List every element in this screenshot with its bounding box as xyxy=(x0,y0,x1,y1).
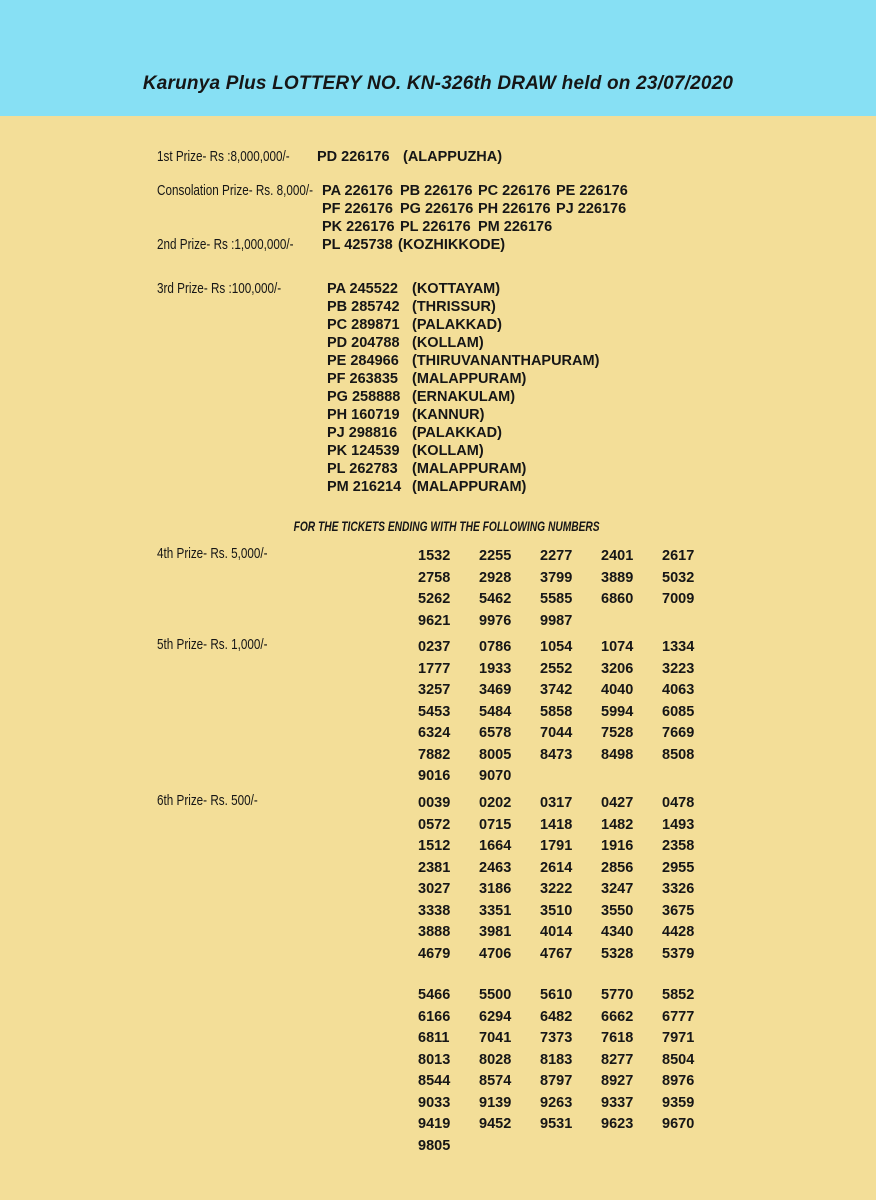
ending-number: 1054 xyxy=(540,639,573,655)
third-prize-location: (THRISSUR) xyxy=(412,299,496,315)
ending-number: 9805 xyxy=(418,1137,451,1154)
ending-number: 8013 xyxy=(418,1051,451,1068)
consolation-prize-label xyxy=(157,182,322,200)
ending-number: 2358 xyxy=(662,838,695,854)
number-row xyxy=(418,1135,723,1157)
number-row xyxy=(418,701,723,723)
ending-number: 0039 xyxy=(418,795,451,811)
third-prize-location: (MALAPPURAM) xyxy=(412,479,527,495)
ending-number: 3510 xyxy=(540,902,573,919)
third-prize-location: (PALAKKAD) xyxy=(412,425,502,441)
ending-number: 4340 xyxy=(601,924,634,940)
number-row xyxy=(418,679,723,701)
ending-number: 7009 xyxy=(662,591,695,607)
ending-number: 8183 xyxy=(540,1051,573,1068)
ending-number: 1664 xyxy=(479,838,512,854)
third-prize-ticket: PB 285742 xyxy=(327,299,400,315)
third-prize-winner xyxy=(327,424,599,442)
third-prize-winner xyxy=(327,298,599,316)
consolation-ticket: PG 226176 xyxy=(400,201,474,217)
ending-number: 5770 xyxy=(601,987,634,1003)
ending-number: 7971 xyxy=(662,1030,695,1046)
ending-number: 8797 xyxy=(540,1073,573,1089)
third-prize-location: (KANNUR) xyxy=(412,407,485,423)
number-row xyxy=(418,1092,723,1114)
ending-number: 8504 xyxy=(662,1051,695,1068)
third-prize-ticket: PJ 298816 xyxy=(327,425,398,441)
third-prize-ticket: PG 258888 xyxy=(327,389,401,405)
second-prize-label-text: 2nd Prize- Rs :1,000,000/- xyxy=(157,236,294,253)
number-row xyxy=(418,1006,723,1028)
third-prize-winner xyxy=(327,334,599,352)
ending-number: 3889 xyxy=(601,569,634,586)
ending-note xyxy=(157,518,737,534)
ending-number: 2277 xyxy=(540,548,573,564)
ending-number: 2255 xyxy=(479,548,512,564)
third-prize-winner xyxy=(327,316,599,334)
ending-number: 0237 xyxy=(418,639,451,655)
third-prize-winner xyxy=(327,406,599,424)
ending-number: 7882 xyxy=(418,746,451,763)
number-row xyxy=(418,835,723,857)
third-prize-location: (ERNAKULAM) xyxy=(412,389,516,405)
third-prize-winner-list xyxy=(327,280,599,496)
ending-number: 5453 xyxy=(418,703,451,720)
ending-number: 3206 xyxy=(601,660,634,677)
ending-number: 5484 xyxy=(479,703,512,720)
ending-number: 1074 xyxy=(601,639,634,655)
header-band xyxy=(0,0,876,116)
ending-number: 2381 xyxy=(418,859,451,876)
ending-number: 3186 xyxy=(479,881,512,897)
third-prize-ticket: PE 284966 xyxy=(327,353,399,369)
ending-prize-sections xyxy=(157,545,876,1156)
ending-number: 6294 xyxy=(479,1008,512,1025)
ending-number: 4040 xyxy=(601,682,634,698)
ending-number: 9976 xyxy=(479,612,512,629)
ending-number: 3326 xyxy=(662,881,695,897)
ending-number: 8277 xyxy=(601,1051,634,1068)
ending-number: 3799 xyxy=(540,569,573,586)
ending-number: 6662 xyxy=(601,1008,634,1025)
ending-number: 8005 xyxy=(479,746,512,763)
ending-number: 0202 xyxy=(479,795,512,811)
number-row xyxy=(418,567,723,589)
number-row xyxy=(418,900,723,922)
ending-number: 9263 xyxy=(540,1094,573,1111)
ending-number: 9452 xyxy=(479,1116,512,1132)
third-prize-ticket: PA 245522 xyxy=(327,281,398,297)
ending-number: 5858 xyxy=(540,703,573,720)
ending-number: 9016 xyxy=(418,768,451,784)
number-row xyxy=(418,792,723,814)
fifth-prize-numbers xyxy=(418,636,723,787)
ending-number: 9670 xyxy=(662,1116,695,1132)
ending-number: 5328 xyxy=(601,945,634,962)
ending-number: 9139 xyxy=(479,1094,512,1111)
ending-number: 1933 xyxy=(479,660,512,677)
ending-number: 5262 xyxy=(418,591,451,607)
number-row xyxy=(418,610,723,632)
number-row xyxy=(418,545,723,567)
ending-number: 1512 xyxy=(418,838,451,854)
sixth-prize-number-block-1 xyxy=(418,792,723,964)
number-row xyxy=(418,857,723,879)
ending-number: 8544 xyxy=(418,1073,451,1089)
number-row xyxy=(418,1049,723,1071)
ending-number: 6166 xyxy=(418,1008,451,1025)
number-row xyxy=(418,1113,723,1135)
ending-number: 9623 xyxy=(601,1116,634,1132)
ending-number: 3338 xyxy=(418,902,451,919)
ending-number: 3675 xyxy=(662,902,695,919)
third-prize-location: (THIRUVANANTHAPURAM) xyxy=(412,353,600,369)
consolation-ticket: PH 226176 xyxy=(478,201,551,217)
third-prize-winner xyxy=(327,460,599,478)
ending-number: 7669 xyxy=(662,725,695,741)
third-prize-winner xyxy=(327,442,599,460)
consolation-ticket: PM 226176 xyxy=(478,219,553,235)
third-prize-label-text: 3rd Prize- Rs :100,000/- xyxy=(157,280,282,297)
number-row xyxy=(418,921,723,943)
consolation-ticket: PE 226176 xyxy=(556,183,628,199)
fourth-prize-number-block-1 xyxy=(418,545,723,631)
ending-number: 8028 xyxy=(479,1051,512,1068)
third-prize-label xyxy=(157,280,327,298)
ending-number: 1493 xyxy=(662,816,695,833)
ending-number: 0427 xyxy=(601,795,634,811)
consolation-row xyxy=(322,200,634,218)
consolation-ticket: PC 226176 xyxy=(478,183,551,199)
third-prize-ticket: PM 216214 xyxy=(327,479,402,495)
ending-number: 8498 xyxy=(601,746,634,763)
second-prize-ticket: PL 425738 xyxy=(322,237,393,253)
number-row xyxy=(418,588,723,610)
third-prize-ticket: PF 263835 xyxy=(327,371,398,387)
ending-number: 3222 xyxy=(540,881,573,897)
number-row xyxy=(418,636,723,658)
ending-number: 1777 xyxy=(418,660,451,677)
ending-number: 0478 xyxy=(662,795,695,811)
ending-number: 3223 xyxy=(662,660,695,677)
number-row xyxy=(418,658,723,680)
third-prize-winner xyxy=(327,280,599,298)
ending-number: 4428 xyxy=(662,924,695,940)
ending-number: 3257 xyxy=(418,682,451,698)
number-row xyxy=(418,984,723,1006)
ending-number: 3247 xyxy=(601,881,634,897)
ending-note-text: FOR THE TICKETS ENDING WITH THE FOLLOWING NUMBERS xyxy=(293,518,601,534)
ending-number: 4706 xyxy=(479,945,512,962)
first-prize-location: (ALAPPUZHA) xyxy=(403,149,503,165)
third-prize-winner xyxy=(327,478,599,496)
fourth-prize-numbers xyxy=(418,545,723,631)
fourth-prize-label xyxy=(157,545,418,562)
ending-number: 0572 xyxy=(418,816,451,833)
second-prize-location: (KOZHIKKODE) xyxy=(398,237,506,253)
ending-number: 6777 xyxy=(662,1008,695,1025)
ending-number: 7041 xyxy=(479,1030,512,1046)
sixth-prize-label-text: 6th Prize- Rs. 500/- xyxy=(157,792,258,809)
ending-number: 2955 xyxy=(662,859,695,876)
number-row xyxy=(418,1070,723,1092)
fourth-prize-section xyxy=(157,545,876,631)
ending-number: 6578 xyxy=(479,725,512,741)
ending-number: 9419 xyxy=(418,1116,451,1132)
number-row xyxy=(418,878,723,900)
ending-number: 7618 xyxy=(601,1030,634,1046)
ending-number: 9621 xyxy=(418,612,451,629)
ending-number: 5032 xyxy=(662,569,695,586)
second-prize-label xyxy=(157,236,322,254)
ending-number: 9033 xyxy=(418,1094,451,1111)
first-prize-ticket: PD 226176 xyxy=(317,149,390,165)
third-prize-ticket: PK 124539 xyxy=(327,443,400,459)
number-row xyxy=(418,765,723,787)
consolation-ticket: PF 226176 xyxy=(322,201,393,217)
ending-number: 4767 xyxy=(540,945,573,962)
ending-number: 8508 xyxy=(662,746,695,763)
third-prize-ticket: PD 204788 xyxy=(327,335,400,351)
page-title: Karunya Plus LOTTERY NO. KN-326th DRAW held on 23/07/2020 xyxy=(142,73,734,94)
ending-number: 6482 xyxy=(540,1008,573,1025)
number-row xyxy=(418,722,723,744)
consolation-ticket: PK 226176 xyxy=(322,219,395,235)
third-prize-ticket: PH 160719 xyxy=(327,407,400,423)
first-prize-label-text: 1st Prize- Rs :8,000,000/- xyxy=(157,148,290,165)
ending-number: 7044 xyxy=(540,725,573,741)
ending-number: 1916 xyxy=(601,838,634,854)
ending-number: 5994 xyxy=(601,703,634,720)
ending-number: 9359 xyxy=(662,1094,695,1111)
ending-number: 8473 xyxy=(540,746,573,763)
ending-number: 3550 xyxy=(601,902,634,919)
ending-number: 3981 xyxy=(479,924,512,940)
ending-number: 6811 xyxy=(418,1030,450,1046)
first-prize-label xyxy=(157,148,317,166)
ending-number: 2617 xyxy=(662,548,695,564)
sixth-prize-label xyxy=(157,792,418,809)
third-prize-winner xyxy=(327,352,599,370)
third-prize-winner xyxy=(327,370,599,388)
ending-number: 0317 xyxy=(540,795,573,811)
ending-number: 9987 xyxy=(540,612,573,629)
ending-number: 6860 xyxy=(601,591,634,607)
ending-number: 2552 xyxy=(540,660,573,677)
ending-number: 3351 xyxy=(479,902,512,919)
results-content xyxy=(0,116,876,1156)
ending-number: 5462 xyxy=(479,591,512,607)
consolation-ticket: PL 226176 xyxy=(400,219,471,235)
number-row xyxy=(418,744,723,766)
third-prize-location: (PALAKKAD) xyxy=(412,317,502,333)
ending-number: 5379 xyxy=(662,945,695,962)
ending-number: 9337 xyxy=(601,1094,634,1111)
consolation-prize-label-text: Consolation Prize- Rs. 8,000/- xyxy=(157,182,314,199)
second-prize-row xyxy=(157,236,876,254)
ending-number: 9531 xyxy=(540,1116,573,1132)
ending-number: 8927 xyxy=(601,1073,634,1089)
ending-number: 6085 xyxy=(662,703,695,720)
ending-number: 5585 xyxy=(540,591,573,607)
ending-number: 2928 xyxy=(479,569,512,586)
ending-number: 8976 xyxy=(662,1073,695,1089)
sixth-prize-numbers xyxy=(418,792,723,1156)
ending-number: 5466 xyxy=(418,987,451,1003)
ending-number: 0715 xyxy=(479,816,512,833)
consolation-ticket: PJ 226176 xyxy=(556,201,627,217)
first-prize-row xyxy=(157,148,876,166)
ending-number: 5852 xyxy=(662,987,695,1003)
number-row xyxy=(418,1027,723,1049)
third-prize-row xyxy=(157,280,876,496)
fourth-prize-label-text: 4th Prize- Rs. 5,000/- xyxy=(157,545,268,562)
sixth-prize-number-block-2 xyxy=(418,984,723,1156)
ending-number: 5500 xyxy=(479,987,512,1003)
ending-number: 4063 xyxy=(662,682,695,698)
fifth-prize-section xyxy=(157,636,876,787)
ending-number: 1482 xyxy=(601,816,634,833)
ending-number: 8574 xyxy=(479,1073,512,1089)
fifth-prize-number-block-1 xyxy=(418,636,723,787)
ending-number: 2401 xyxy=(601,548,634,564)
consolation-row xyxy=(322,182,634,200)
sixth-prize-section xyxy=(157,792,876,1156)
consolation-ticket: PA 226176 xyxy=(322,183,393,199)
ending-number: 6324 xyxy=(418,725,451,741)
third-prize-location: (MALAPPURAM) xyxy=(412,371,527,387)
ending-number: 2614 xyxy=(540,859,573,876)
ending-number: 2856 xyxy=(601,859,634,876)
ending-number: 3742 xyxy=(540,682,573,698)
consolation-row xyxy=(322,218,634,236)
ending-number: 2758 xyxy=(418,569,451,586)
ending-number: 4014 xyxy=(540,924,573,940)
ending-number: 5610 xyxy=(540,987,573,1003)
ending-number: 1532 xyxy=(418,548,451,564)
third-prize-location: (KOLLAM) xyxy=(412,443,484,459)
ending-number: 3469 xyxy=(479,682,512,698)
fifth-prize-label xyxy=(157,636,418,653)
consolation-prize-row xyxy=(157,182,876,236)
third-prize-location: (KOLLAM) xyxy=(412,335,484,351)
consolation-ticket-grid xyxy=(322,182,634,236)
number-row xyxy=(418,943,723,965)
third-prize-ticket: PC 289871 xyxy=(327,317,400,333)
number-row xyxy=(418,814,723,836)
ending-number: 3027 xyxy=(418,881,451,897)
ending-number: 3888 xyxy=(418,924,451,940)
fifth-prize-label-text: 5th Prize- Rs. 1,000/- xyxy=(157,636,268,653)
ending-number: 1418 xyxy=(540,816,573,833)
ending-number: 4679 xyxy=(418,945,451,962)
ending-number: 2463 xyxy=(479,859,512,876)
consolation-ticket: PB 226176 xyxy=(400,183,473,199)
third-prize-location: (KOTTAYAM) xyxy=(412,281,501,297)
ending-number: 1791 xyxy=(540,838,573,854)
third-prize-location: (MALAPPURAM) xyxy=(412,461,527,477)
ending-number: 7528 xyxy=(601,725,634,741)
ending-number: 9070 xyxy=(479,768,512,784)
third-prize-winner xyxy=(327,388,599,406)
ending-number: 7373 xyxy=(540,1030,573,1046)
ending-number: 0786 xyxy=(479,639,512,655)
third-prize-ticket: PL 262783 xyxy=(327,461,398,477)
ending-number: 1334 xyxy=(662,639,695,655)
